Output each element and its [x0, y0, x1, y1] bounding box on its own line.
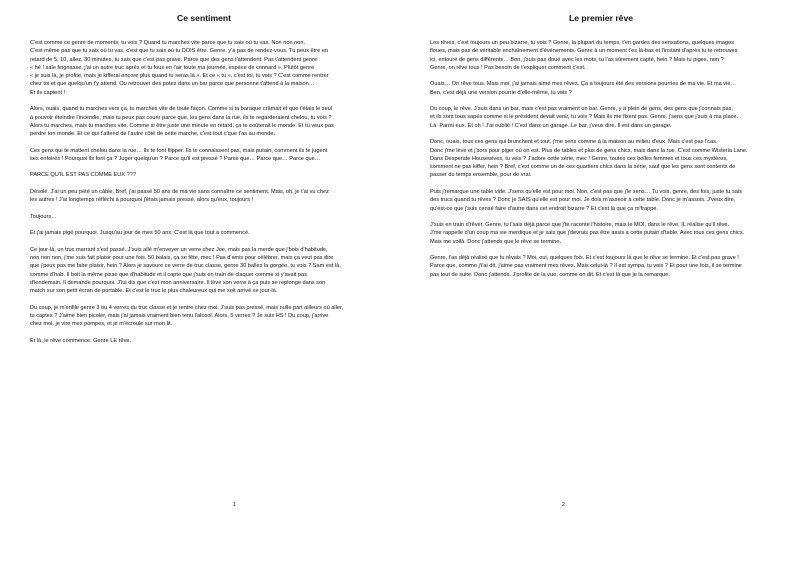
- page-number: 1: [233, 502, 236, 508]
- paragraph: Toujours…: [30, 213, 57, 220]
- paragraph: Et j'ai jamais pigé pourquoi. Jusqu'au jour de mes 50 ans. C'est là que tout a commencé.: [30, 230, 250, 237]
- paragraph: Alors, ouais, quand tu marches vers ça, tu marches vite de toute façon. Comme si ta baraque crâmait et que t'étais le seul à pouvoir éteindre l'incendie, mais tu peux pas courir parce que, les gens dans la rue, ils te regarderaient chelou, tu vois ? Alors tu marches, mais tu marches vite. Comme si être juste une minute en retard, ça te coûterait le monde. Et tu veux pas perdre ton monde. Et ce qui t'attend de l'autre côté de cette marche, c'est tout c'que t'as au monde.: [30, 106, 334, 138]
- paragraph: Du coup, je m'enfile genre 3 ou 4 verres du truc classe et je rentre chez moi. J'suis pas pressé, mais nulle part ailleurs où aller, tu captes ? J'aime bien picoler, mais j'ai jamais vraiment bien tenu l'alcool. Alors, 5 verres ? Je suis HS ! Du coup, j'arrive chez moi, je vire mes pompes, et je m'écroule sur mon lit.: [30, 304, 344, 328]
- right-page: [400, 0, 800, 567]
- paragraph: Genre, t'as déjà réalisé que tu rêvais ? Moi, oui, quelques fois. Et c'est toujours là que le rêve se termine. Et c'est pas grave ! Parce que, comme j't'ai dit, j'aime pas vraiment mes rêves. Mais celui-là ? Il est sympa, tu vois ? Et pour une fois, il se termine pas tout de suite. Donc j'attends. J'profite de la vue, comme on dit. Et c'est là que je la remarque.: [430, 255, 742, 278]
- paragraph: C'est comme ce genre de moments, tu vois ? Quand tu marches vite parce que tu sais où tu vas. Non non non. C'est même pas que tu sais où tu vas, c'est que tu sais où tu DOIS être. Genre, y'a pas de rendez-vous. Tu peux être en retard de 5, 10, allez, 30 minutes, tu sais que c'est pas grave. Parce que des gens t'attendent. Pas t'attendent genre « hé ! sale feignasse, j'ai un autre truc après et tu fous en l'air toute ma journée, espèce de connard ». Plutôt genre « je suis là, je profite, mais je kifferai encore plus quand tu seras là ». Et ce « tu », c'est toi, tu vois ? C'est comme rentrer chez toi et que quelqu'un t'y attend. Ou retrouver des potes dans un bar parce que personne t'attend à la maison… Et ils captent !: [30, 40, 329, 96]
- chapter-title: Le premier rêve: [568, 13, 633, 23]
- paragraph: Puis j'remarque une table vide. J'sens qu'elle est pour moi. Non, c'est pas que j'le sens… Tu vois, genre, des fois, juste tu sais des trucs quand tu rêves ? Donc je SAIS qu'elle est pour moi. Je dois m'asseoir à cette table. Donc je m'assois. J'veux dire, qu'est-ce que j'suis censé faire d'autre dans cet endroit bizarre ? Et c'est là que ça m'frappe.: [430, 188, 742, 212]
- paragraph: Ces gens qui te mattent chelou dans la rue… Ils te font flipper. Ils te connaissent pas, mais putain, comment ils te jugent ces enfoirés ! Pourquoi ils font ça ? Juger quelqu'un ? Parce qu'il est pressé ? Parce que… Parce que… Parce que…: [30, 147, 328, 162]
- paragraph: Désolé. J'ai un peu pété un câble. Bref, j'ai passé 50 ans de ma vie sans connaître ce sentiment. Mais, oh, je t'ai vu chez les autres ! J'ai longtemps réfléchi à pourquoi j'étais jamais pressé, alors qu'eux, toujours !: [30, 188, 329, 204]
- paragraph: Et là, le rêve commence. Genre LE rêve.: [30, 337, 132, 344]
- paragraph: J'suis en train d'rêver. Genre, tu l'sais déjà parce que j'te raconte l'histoire, mais le MOI, dans le rêve, IL réalise qu'il rêve. J'me rappelle d'un coup ma vie merdique et je sais que j'devrais pas être assis à cette putain d'table. Avec tous ces gens chics. Mais me voilà. Donc j'attends que le rêve se termine.: [430, 221, 745, 245]
- chapter-title: Ce sentiment: [177, 13, 231, 23]
- paragraph: Les rêves, c'est toujours un peu bizarre, tu vois ? Genre, la plupart du temps, t'en gardes des sensations, quelques images floues, mais pas de véritable enchaînement d'événements. Genre à un moment t'es là-bas et l'instant d'après tu te retrouves ici, entouré de gens différents… Bon, j'suis pas doué avec les mots, tu l'as sûrement capté, hein ? Mais tu piges, non ? Genre, on rêve tous ! Pas besoin de t'expliquer comment c'est.: [430, 40, 738, 71]
- paragraph: Ce jour-là, un truc marrant s'est passé. J'suis allé m'envoyer un verre chez Joe, mais pas la merde que j'bois d'habitude, non non non, j'me suis fait plaisir pour une fois. 50 balais, ça se fête, mec ! Pas d'amis pour célébrer, mais ça veut pas dire que j'peux pas me faire plaisir, hein ? Alors je savoure ce verre de truc classe, genre 30 balles la gorgée, tu vois ? Sam est là, comme d'hab. Il boit la même pisse que d'habitude et il capte que j'suis en train de claquer comme si y'avait pas d'lendemain. Il demande pourquoi. J'lui dis que c'est mon anniversaire. Il lève son verre à ça puis se replonge dans son match sur son petit écran de portable. Et c'est le truc le plus chaleureux qui me soit arrivé ce jour-là.: [30, 246, 341, 295]
- paragraph: Ouais… On rêve tous. Mais moi, j'ai jamais aimé mes rêves. Ça a toujours été des versions pourries de ma vie. Et ma vie… Ben, c'est déjà une version pourrie d'elle-même, tu vois ?: [430, 81, 737, 96]
- paragraph: Du coup, le rêve. J'suis dans un bar, mais c'est pas vraiment un bar. Genre, y a plein de gens, des gens que j'connais pas, et ils sont tous sapés comme si le président devait venir, tu vois ? Mais ils me fixent pas. Genre, j'sens que j'suis à ma place. Là. Parmi eux. Et oh ! J'ai oublié ! C'est dans un garage. Le bar, j'veux dire. Il est dans un garage.: [430, 106, 739, 129]
- paragraph: PARCE QU'IL EST PAS COMME EUX ???: [30, 172, 136, 179]
- page-number: 2: [562, 502, 565, 508]
- paragraph: Donc, ouais, tous ces gens qui brunchent et tout, j'me sens comme à la maison au milieu d'eux. Mais c'est pas l'cas. Donc j'me lève et j'sors pour piger où on est. Plus de tables et plus de gens chics, mais dans la rue. C'est comme Wisteria Lane. Dans Desperate Housewives, tu vois ? J'adore cette série, mec ! Genre, toutes ces belles femmes et tous ces mystères, comment ne pas kiffer, hein ? Bref, c'est comme un de ces quartiers chics dans la série, sauf que les gens sont contents de passer du temps ensemble, pour de vrai.: [430, 139, 748, 179]
